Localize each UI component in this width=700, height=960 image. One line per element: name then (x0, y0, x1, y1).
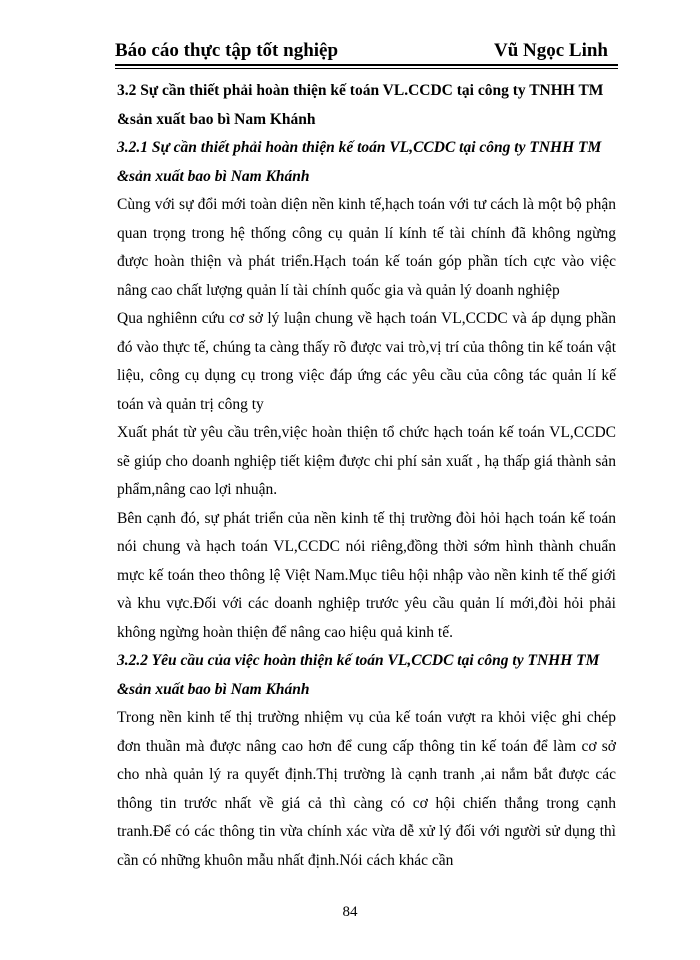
header-rule (115, 64, 618, 69)
header-author: Vũ Ngọc Linh (493, 40, 608, 61)
page-number: 84 (342, 904, 358, 920)
paragraph: Trong nền kinh tế thị trường nhiệm vụ của kế toán vượt ra khỏi việc ghi chép đơn thuần mà được nâng cao hơn để cung cấp thông tin kế toán để làm cơ sở cho nhà quản lý ra quyết định.Thị trường là cạnh tranh ,ai nắm bắt được các thông tin trước nhất về giá cả thì càng có cơ hội chiến thắng trong cạnh tranh.Để có các thông tin vừa chính xác vừa dễ xử lý đối với người sử dụng thì cần có những khuôn mẫu nhất định.Nói cách khác cần (117, 709, 616, 869)
header-report-title: Báo cáo thực tập tốt nghiệp (115, 40, 339, 61)
paragraph: Cùng với sự đổi mới toàn diện nền kinh tế,hạch toán với tư cách là một bộ phận quan trọng trong hệ thống công cụ quản lí kính tế tài chính đã không ngừng được hoàn thiện và phát triển.Hạch toán kế toán góp phần tích cực vào việc nâng cao chất lượng quản lí tài chính quốc gia và quản lý doanh nghiệp (117, 196, 616, 299)
section-heading: 3.2 Sự cần thiết phải hoàn thiện kế toán VL.CCDC tại công ty TNHH TM &sản xuất bao bì Nam Khánh (117, 82, 604, 128)
paragraph: Qua nghiênn cứu cơ sở lý luận chung về hạch toán VL,CCDC và áp dụng phần đó vào thực tế, chúng ta càng thấy rõ được vai trò,vị trí của thông tin kế toán vật liệu, công cụ dụng cụ trong việc đáp ứng các yêu cầu của công tác quản lí kế toán và quản trị công ty (117, 310, 616, 413)
subsection-heading-1: 3.2.1 Sự cần thiết phải hoàn thiện kế toán VL,CCDC tại công ty TNHH TM &sản xuất bao bì Nam Khánh (117, 139, 602, 185)
paragraph: Bên cạnh đó, sự phát triển của nền kinh tế thị trường đòi hỏi hạch toán kế toán nói chung và hạch toán VL,CCDC nói riêng,đồng thời sớm hình thành chuẩn mực kế toán theo thông lệ Việt Nam.Mục tiêu hội nhập vào nền kinh tế thế giới và khu vực.Đối với các doanh nghiệp trước yêu cầu quản lí mới,đòi hỏi phải không ngừng hoàn thiện để nâng cao hiệu quả kinh tế. (117, 509, 616, 641)
subsection-heading-2: 3.2.2 Yêu cầu của việc hoàn thiện kế toán VL,CCDC tại công ty TNHH TM &sản xuất bao bì Nam Khánh (117, 652, 600, 698)
paragraph: Xuất phát từ yêu cầu trên,việc hoàn thiện tổ chức hạch toán kế toán VL,CCDC sẽ giúp cho doanh nghiệp tiết kiệm được chi phí sản xuất , hạ thấp giá thành sản phẩm,nâng cao lợi nhuận. (117, 424, 616, 498)
page-header (115, 38, 618, 68)
page-body (117, 77, 616, 875)
